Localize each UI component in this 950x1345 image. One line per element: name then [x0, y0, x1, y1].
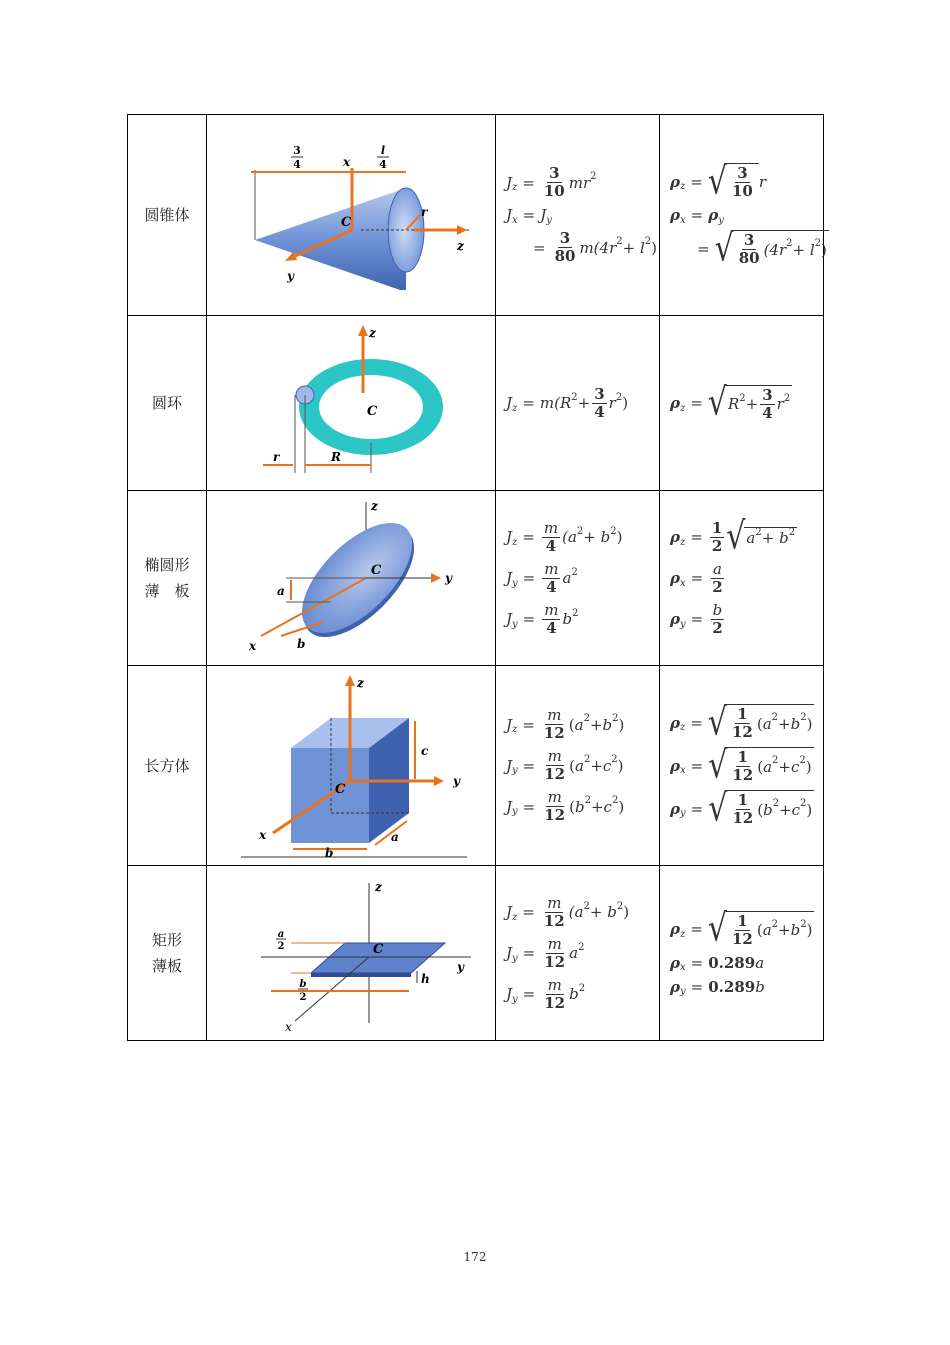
formula-line: ρ y = √ $\frac{1}{12}$ ( b 2 + c 2 )	[670, 786, 813, 830]
shape-name: 薄板	[151, 957, 182, 975]
shape-name-cell	[128, 866, 207, 1041]
shape-name-cell	[128, 666, 207, 866]
dim-label-a: a	[277, 584, 285, 598]
axis-label-x: x	[285, 1020, 292, 1033]
dim-label: 2	[277, 941, 285, 952]
dim-label: 3	[293, 144, 301, 157]
gyration-cell	[660, 866, 824, 1041]
gyration-cell	[660, 115, 827, 316]
table-row	[128, 316, 824, 491]
dim-label: l	[380, 144, 386, 157]
figure-cell	[207, 666, 496, 866]
formula-line: J x = J y	[506, 206, 552, 226]
axis-label-y: y	[287, 269, 294, 283]
table-row	[128, 115, 824, 316]
center-label: C	[373, 942, 384, 957]
shape-name-cell	[128, 316, 207, 491]
axis-label-x: x	[249, 639, 257, 653]
formula-line: ρ z = $\frac{1}{2}$ √ a 2 + b 2	[670, 514, 796, 559]
inertia-cell	[496, 866, 660, 1041]
cone-figure	[231, 140, 471, 290]
gyration-cell	[660, 666, 824, 866]
formula-line: J z = $\frac{m}{4}$ (a 2 + b 2 )	[506, 518, 623, 555]
inertia-cell	[496, 666, 660, 866]
shape-name: 圆环	[151, 394, 182, 412]
y-arrowhead	[434, 776, 444, 786]
formula-line: ρ z = √ $\frac{1}{12}$ ( a 2 + b 2 )	[670, 906, 813, 951]
formula-line: = √ $\frac{3}{80}$ (4r 2 + l 2 )	[697, 226, 827, 270]
cuboid-figure	[231, 673, 471, 858]
center-label: C	[335, 782, 346, 797]
inertia-cell	[496, 115, 660, 316]
table-row	[128, 866, 824, 1041]
formula-line: J y = $\frac{m}{12}$ ( a 2 + c 2 )	[506, 747, 624, 783]
formula-line: ρ x = √ $\frac{1}{12}$ ( a 2 + c 2 )	[670, 743, 812, 787]
z-arrowhead	[358, 325, 368, 336]
table-row	[128, 491, 824, 666]
axis-label-z: z	[371, 499, 378, 513]
dim-label-b: b	[297, 637, 306, 651]
formula-line: J z = m(R 2 + $\frac{3}{4}$ r 2 )	[506, 384, 629, 421]
formula-line: ρ z = √ R 2 + $\frac{3}{4}$ r 2	[670, 380, 791, 425]
dim-label-a: a	[391, 830, 399, 844]
rect-plate-figure	[231, 873, 471, 1033]
page-number: 172	[463, 1250, 487, 1264]
formula-line: ρ z = √ $\frac{1}{12}$ ( a 2 + b 2 )	[670, 700, 813, 744]
dim-label: 4	[293, 158, 301, 171]
gyration-cell	[660, 491, 824, 666]
dim-label: a	[277, 929, 285, 940]
center-label: C	[341, 215, 352, 230]
z-arrowhead	[457, 225, 467, 235]
formula-line: J y = $\frac{m}{4}$ b 2	[506, 600, 579, 637]
axis-label-x: x	[259, 828, 267, 842]
gyration-cell	[660, 316, 824, 491]
axis-label-z: z	[457, 239, 464, 253]
axis-label-y: y	[445, 571, 452, 585]
formula-line: ρ z = √ $\frac{3}{10}$ r	[670, 159, 767, 203]
dim-label: 4	[379, 158, 387, 171]
dim-label-b: b	[325, 846, 334, 858]
formula-line: = $\frac{3}{80}$ m(4r 2 + l 2 )	[533, 229, 657, 265]
formula-line: ρ y = 0.289 b	[670, 977, 765, 997]
shape-name: 薄 板	[144, 582, 190, 600]
dim-label-h: h	[421, 972, 430, 986]
formula-line: J z = $\frac{3}{10}$ mr 2	[506, 164, 597, 200]
radius-label: r	[421, 205, 428, 219]
shape-name-cell	[128, 115, 207, 316]
formula-table	[127, 114, 827, 1041]
formula-line: J y = $\frac{m}{12}$ ( b 2 + c 2 )	[506, 788, 625, 824]
formula-line: J z = $\frac{m}{12}$ ( a 2 + b 2 )	[506, 706, 625, 742]
dim-label: b	[299, 979, 307, 990]
formula-line: ρ x = 0.289 a	[670, 953, 765, 973]
figure-cell	[207, 115, 496, 316]
shape-name: 矩形	[151, 931, 182, 949]
radius-label: r	[273, 450, 280, 464]
table-row	[128, 666, 824, 866]
inertia-cell	[496, 316, 660, 491]
figure-cell	[207, 491, 496, 666]
center-label: C	[371, 563, 382, 578]
inertia-cell	[496, 491, 660, 666]
dim-label-c: c	[421, 744, 429, 758]
torus-figure	[231, 323, 471, 483]
shape-name-cell	[128, 491, 207, 666]
axis-label-z: z	[357, 676, 364, 690]
axis-label-y: y	[457, 960, 464, 974]
plate-edge	[311, 973, 411, 977]
axis-label-z: z	[369, 326, 376, 340]
shape-name: 圆锥体	[144, 206, 190, 224]
y-arrowhead	[431, 573, 441, 583]
formula-line: J y = $\frac{m}{4}$ a 2	[506, 559, 578, 596]
radius-label: R	[331, 450, 341, 464]
figure-cell	[207, 316, 496, 491]
formula-line: ρ x = ρ y	[670, 206, 724, 226]
formula-line: ρ x = $\frac{a}{2}$	[670, 559, 723, 596]
shape-name: 长方体	[144, 756, 190, 775]
shape-name: 椭圆形	[144, 556, 190, 574]
formula-line: J y = $\frac{m}{12}$ b 2	[506, 975, 586, 1012]
figure-cell	[207, 866, 496, 1041]
formula-line: J y = $\frac{m}{12}$ a 2	[506, 934, 585, 971]
formula-line: J z = $\frac{m}{12}$ (a 2 + b 2 )	[506, 893, 630, 930]
center-label: C	[367, 404, 378, 419]
axis-label-y: y	[453, 774, 460, 788]
axis-label-x: x	[343, 155, 351, 169]
axis-label-z: z	[375, 880, 382, 894]
formula-line: ρ y = $\frac{b}{2}$	[670, 600, 723, 637]
z-arrowhead	[345, 675, 355, 686]
ellipse-plate-figure	[231, 498, 471, 658]
dim-label: 2	[299, 992, 307, 1003]
